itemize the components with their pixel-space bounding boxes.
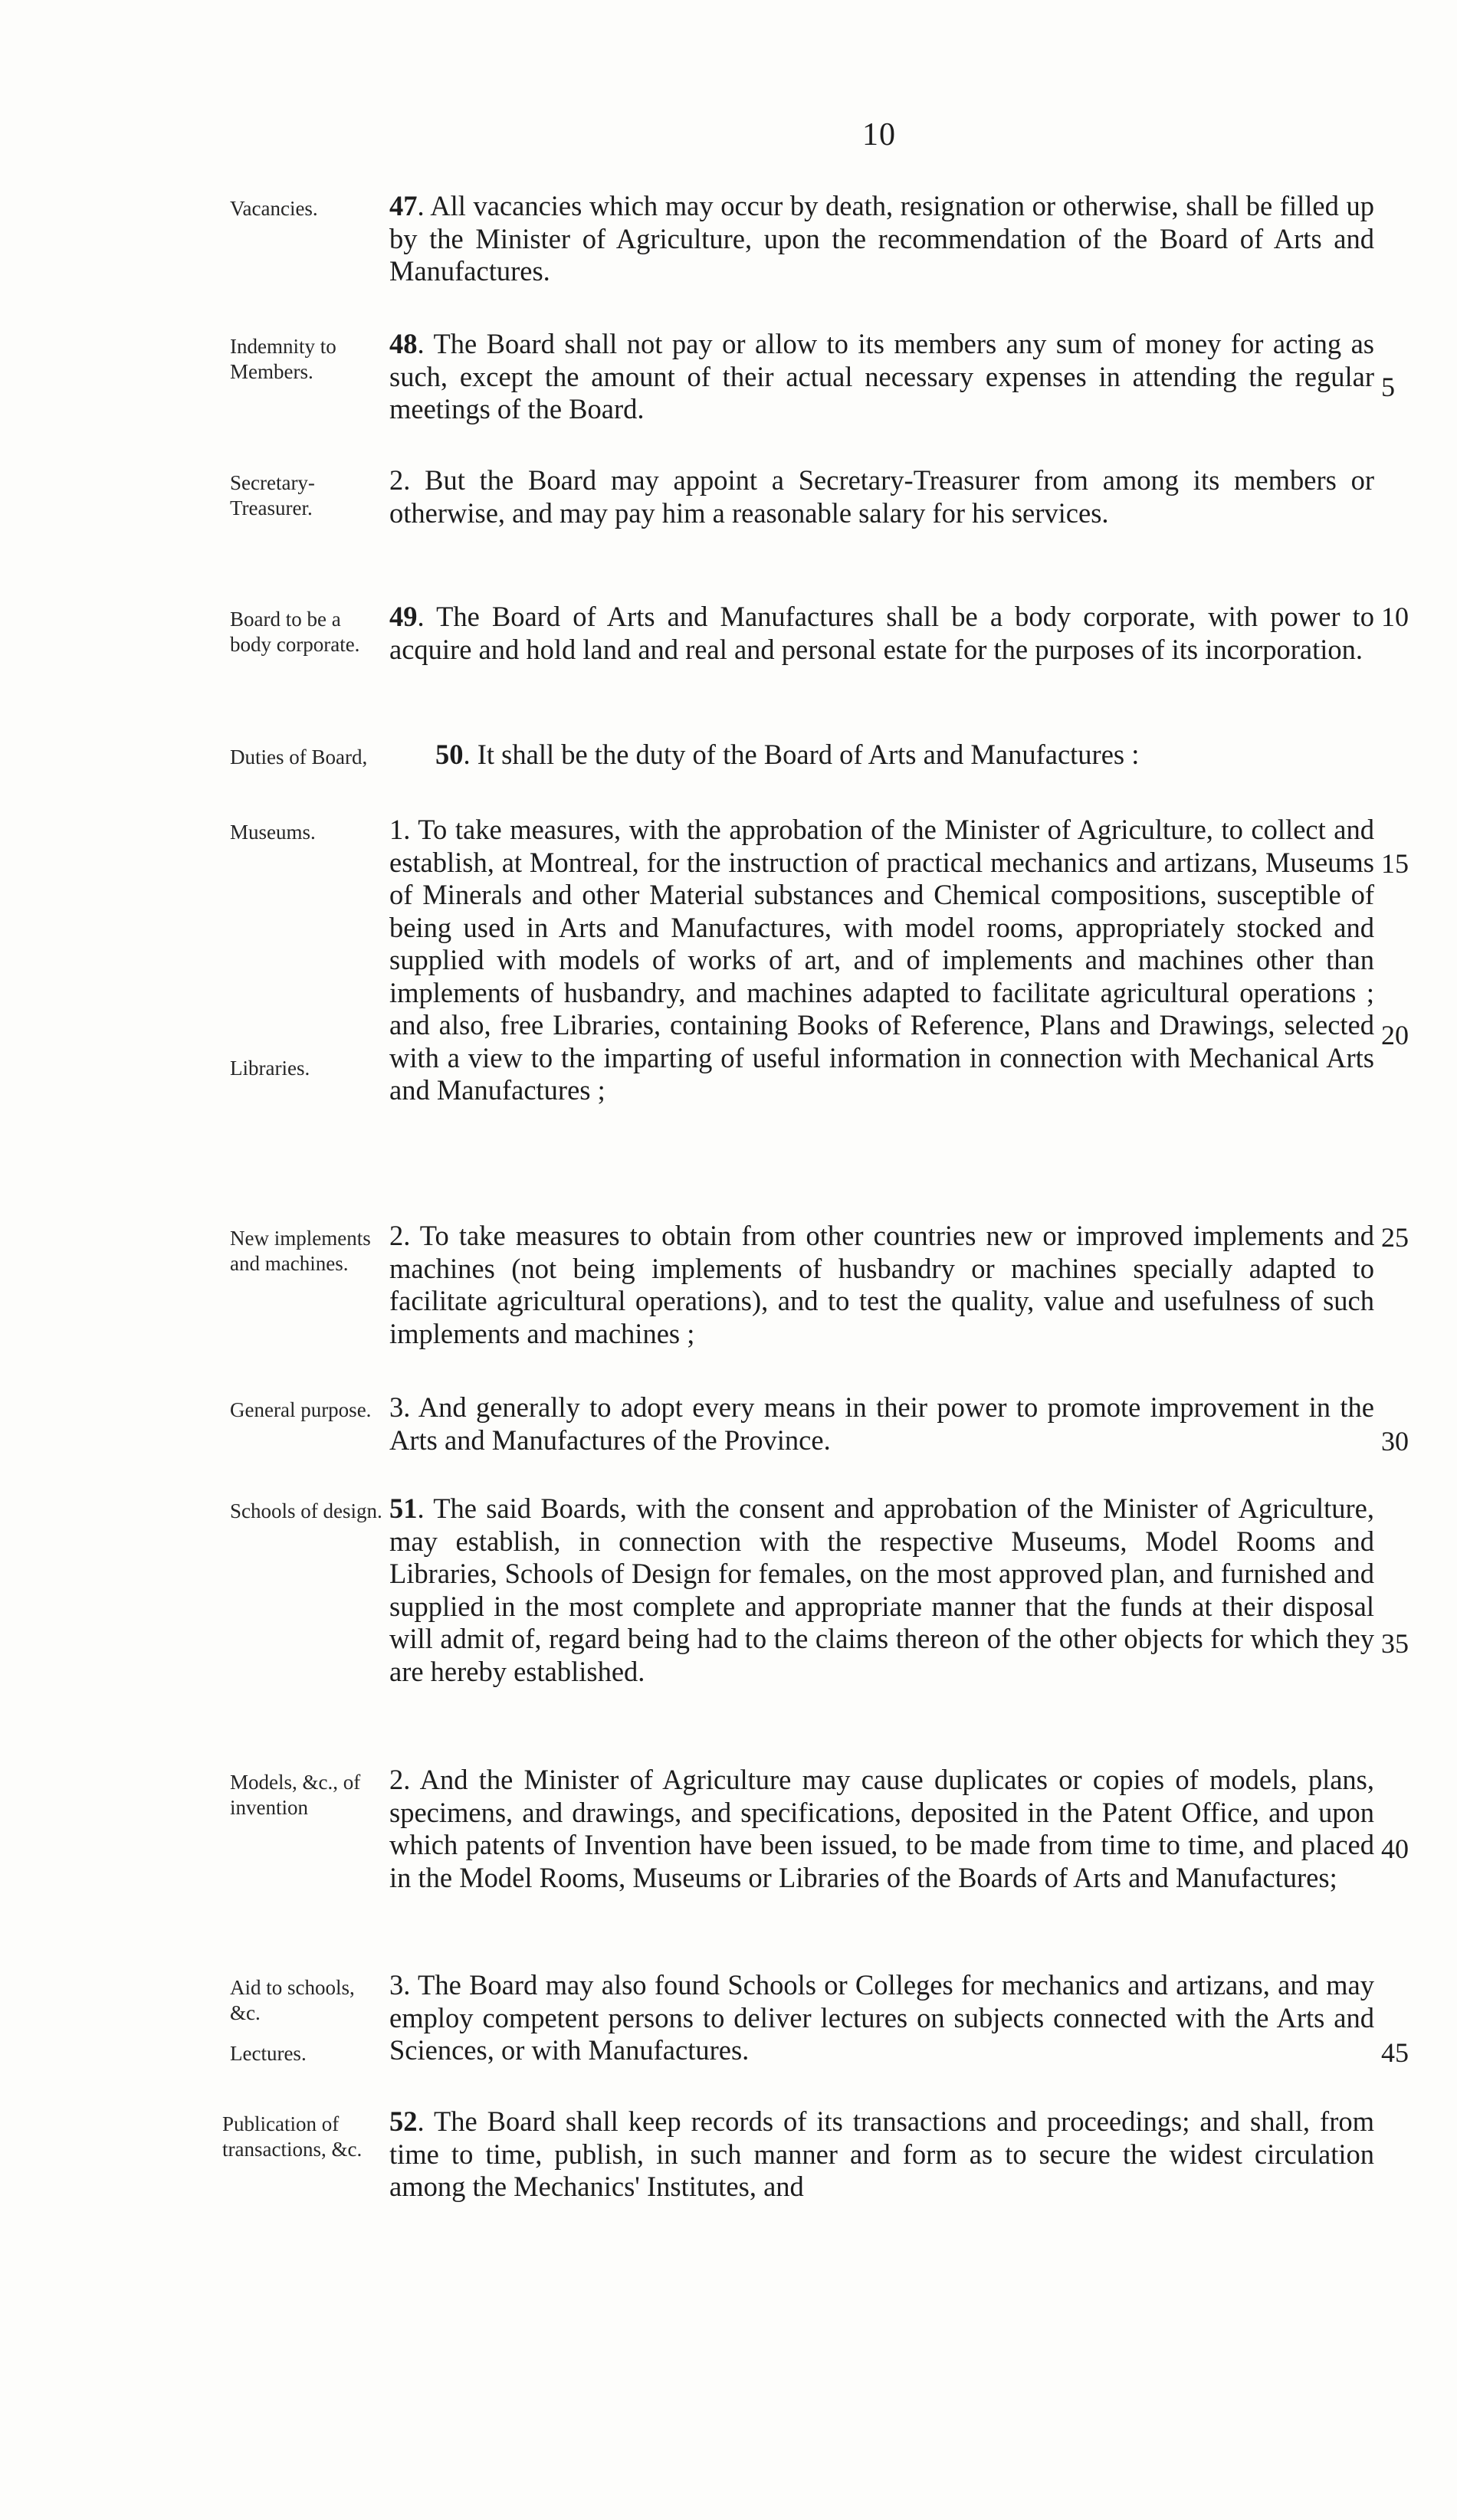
section-text xyxy=(389,1493,1374,1688)
section-text xyxy=(389,1764,1374,1894)
page-number: 10 xyxy=(862,117,896,152)
margin-note: Schools of design. xyxy=(230,1499,382,1522)
section-number: 48 xyxy=(389,328,418,359)
section-text xyxy=(389,601,1374,666)
margin-note: Vacancies. xyxy=(230,197,318,220)
section-body: 2. But the Board may appoint a Secretary-Treasurer from among its members or otherwise, and may pay him a reasonable salary for his services. xyxy=(389,464,1374,529)
margin-note: Secretary-Treasurer. xyxy=(230,471,315,519)
section-number: 49 xyxy=(389,601,418,632)
section-number: 51 xyxy=(389,1493,418,1524)
section-text xyxy=(389,2105,1374,2204)
margin-note: Publication of transactions, &c. xyxy=(222,2112,363,2161)
section-body: . The Board shall not pay or allow to its members any sum of money for acting as such, except the amount of their actual necessary expenses in attending the regular meetings of the Board. xyxy=(389,328,1374,424)
margin-note: Indemnity to Members. xyxy=(230,335,336,383)
line-number-marker: 5 xyxy=(1381,372,1395,402)
section-body: 1. To take measures, with the approbation of the Minister of Agriculture, to collect and establish, at Montreal, for the instruction of practical mechanics and artizans, Museums of Minerals and other Material substances and Chemical compositions, susceptible of being used in Arts and Manufactures, with model rooms, appropriately stocked and supplied with models of works of art, and of implements and machines other than implements of husbandry, and machines adapted to facilitate agricultural operations ; and also, free Libraries, containing Books of Reference, Plans and Drawings, selected with a view to the imparting of useful information in connection with Mechanical Arts and Manufactures ; xyxy=(389,814,1374,1106)
margin-note-secondary: Libraries. xyxy=(230,1057,310,1080)
line-number-marker: 10 xyxy=(1381,601,1409,632)
margin-note: Board to be a body corporate. xyxy=(230,608,360,656)
margin-note: Museums. xyxy=(230,821,316,844)
section-text xyxy=(389,1969,1374,2067)
line-number-marker: 30 xyxy=(1381,1426,1409,1457)
margin-note: Duties of Board, xyxy=(230,746,368,768)
line-number-marker: 40 xyxy=(1381,1833,1409,1864)
section-body: . The Board shall keep records of its transactions and proceedings; and shall, from time to time, publish, in such manner and form as to secure the widest circulation among the Mechanics' Institutes, and xyxy=(389,2105,1374,2202)
section-text xyxy=(389,464,1374,529)
line-number-marker: 15 xyxy=(1381,848,1409,879)
section-number: 47 xyxy=(389,190,418,221)
line-number-marker: 25 xyxy=(1381,1222,1409,1253)
line-number-marker: 45 xyxy=(1381,2037,1409,2068)
margin-note: Models, &c., of invention xyxy=(230,1771,361,1819)
section-body: . The Board of Arts and Manufactures shall be a body corporate, with power to acquire and hold land and real and personal estate for the purposes of its incorporation. xyxy=(389,601,1374,665)
margin-note: Aid to schools, &c. xyxy=(230,1976,355,2024)
margin-note: General purpose. xyxy=(230,1398,372,1421)
section-text xyxy=(389,1391,1374,1457)
section-number: 50 xyxy=(435,739,464,770)
section-text xyxy=(389,739,1374,772)
line-number-marker: 20 xyxy=(1381,1020,1409,1050)
line-number-marker: 35 xyxy=(1381,1628,1409,1659)
margin-note: New implements and machines. xyxy=(230,1227,371,1275)
section-body: . The said Boards, with the consent and approbation of the Minister of Agriculture, may establish, in connection with the respective Museums, Model Rooms and Libraries, Schools of Design for females, on the most approved plan, and furnished and supplied in the most complete and appropriate manner that the funds at their disposal will admit of, regard being had to the claims thereon of the other objects for which they are hereby established. xyxy=(389,1493,1374,1687)
section-body: . All vacancies which may occur by death, resignation or otherwise, shall be filled up by the Minister of Agriculture, upon the recommendation of the Board of Arts and Manufactures. xyxy=(389,190,1374,287)
section-number: 52 xyxy=(389,2105,418,2137)
section-body: 3. And generally to adopt every means in their power to promote improvement in the Arts and Manufactures of the Province. xyxy=(389,1391,1374,1456)
section-body: 3. The Board may also found Schools or Colleges for mechanics and artizans, and may employ competent persons to deliver lectures on subjects connected with the Arts and Sciences, or with Manufactures. xyxy=(389,1969,1374,2066)
section-body: 2. And the Minister of Agriculture may cause duplicates or copies of models, plans, specimens, and drawings, and specifications, deposited in the Patent Office, and upon which patents of Invention have been issued, to be made from time to time, and placed in the Model Rooms, Museums or Libraries of the Boards of Arts and Manufactures; xyxy=(389,1764,1374,1893)
section-body: 2. To take measures to obtain from other countries new or improved implements and machines (not being implements of husbandry or machines specially adapted to facilitate agricultural operations), and to test the quality, value and usefulness of such implements and machines ; xyxy=(389,1220,1374,1349)
section-body: . It shall be the duty of the Board of Arts and Manufactures : xyxy=(463,739,1140,770)
section-text xyxy=(389,190,1374,288)
section-text xyxy=(389,1220,1374,1350)
section-text xyxy=(389,814,1374,1107)
section-text xyxy=(389,328,1374,426)
margin-note-secondary: Lectures. xyxy=(230,2042,307,2065)
